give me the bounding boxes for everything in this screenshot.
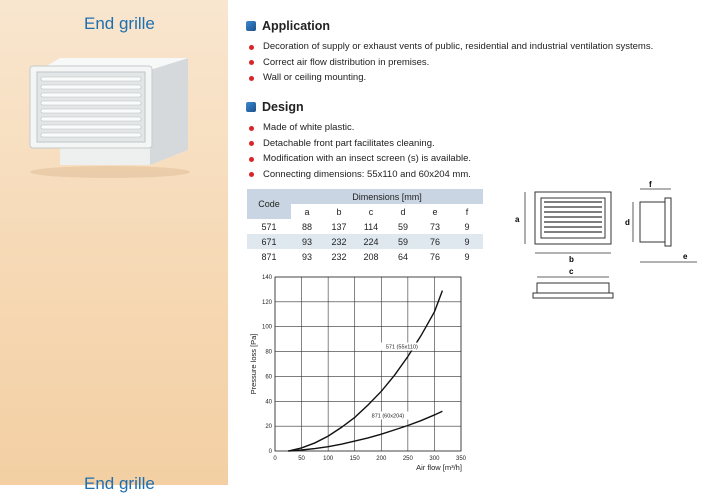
list-item: Made of white plastic.	[246, 120, 471, 136]
dim-label-f: f	[649, 180, 652, 189]
column-header: f	[451, 204, 483, 219]
table-cell: 76	[419, 249, 451, 264]
y-tick-label: 20	[265, 424, 272, 431]
list-item: Detachable front part facilitates cleaning.	[246, 136, 471, 152]
dim-label-e: e	[683, 252, 688, 261]
design-list	[246, 120, 471, 182]
pressure-loss-chart	[244, 270, 479, 485]
table-cell: 59	[387, 234, 419, 249]
design-heading-text: Design	[262, 100, 304, 114]
dim-label-d: d	[625, 218, 630, 227]
louver-slat	[41, 117, 141, 121]
louver-slat	[41, 101, 141, 105]
chart-svg	[244, 270, 479, 480]
table-cell-code: 871	[247, 249, 291, 264]
table-cell: 59	[387, 219, 419, 234]
table-cell: 88	[291, 219, 323, 234]
x-tick-label: 300	[429, 456, 440, 462]
dim-label-b: b	[569, 255, 574, 264]
list-item: Connecting dimensions: 55x110 and 60x204 mm.	[246, 167, 471, 183]
y-axis-label: Pressure loss [Pa]	[249, 333, 258, 395]
column-header: e	[419, 204, 451, 219]
table-cell-code: 571	[247, 219, 291, 234]
column-header: a	[291, 204, 323, 219]
table-cell: 76	[419, 234, 451, 249]
page-title: End grille	[84, 14, 155, 33]
section-marker-icon	[246, 21, 256, 31]
table-cell: 137	[323, 219, 355, 234]
table-cell: 232	[323, 249, 355, 264]
x-tick-label: 0	[273, 456, 277, 462]
code-header: Code	[247, 189, 291, 219]
y-tick-label: 140	[261, 275, 272, 281]
y-tick-label: 40	[265, 399, 272, 406]
louver-slat	[41, 93, 141, 97]
section-marker-icon	[246, 102, 256, 112]
y-tick-label: 0	[268, 449, 272, 455]
series-label: 571 (55x110)	[385, 344, 418, 351]
list-item: Decoration of supply or exhaust vents of public, residential and industrial ventilation systems.	[246, 39, 653, 55]
table-row	[247, 249, 483, 264]
table-cell: 93	[291, 249, 323, 264]
table-row	[247, 234, 483, 249]
column-header: d	[387, 204, 419, 219]
table-cell: 9	[451, 249, 483, 264]
dim-label-a: a	[515, 215, 520, 224]
table-cell-code: 671	[247, 234, 291, 249]
louver-slat	[41, 125, 141, 129]
table-cell: 224	[355, 234, 387, 249]
dim-label-c: c	[569, 267, 574, 276]
table-cell: 114	[355, 219, 387, 234]
list-item: Wall or ceiling mounting.	[246, 70, 653, 86]
x-axis-label: Air flow [m³/h]	[416, 463, 462, 472]
x-tick-label: 350	[455, 456, 467, 462]
table-cell: 9	[451, 234, 483, 249]
table-cell: 93	[291, 234, 323, 249]
x-tick-label: 100	[323, 456, 334, 462]
design-heading	[246, 100, 304, 114]
application-heading	[246, 19, 330, 33]
y-tick-label: 60	[265, 374, 272, 381]
y-tick-label: 120	[261, 299, 272, 306]
dimension-drawing	[515, 178, 717, 303]
application-list	[246, 39, 653, 86]
table-cell: 9	[451, 219, 483, 234]
x-tick-label: 50	[298, 456, 305, 462]
louver-slat	[41, 85, 141, 89]
x-tick-label: 250	[402, 456, 413, 462]
plot-area	[275, 277, 461, 451]
table-cell: 208	[355, 249, 387, 264]
column-header: c	[355, 204, 387, 219]
left-panel	[0, 0, 228, 485]
table-cell: 232	[323, 234, 355, 249]
y-tick-label: 100	[261, 324, 272, 331]
louver-slat	[41, 109, 141, 113]
dimensions-table	[247, 189, 483, 264]
x-tick-label: 200	[376, 456, 387, 462]
x-tick-label: 150	[349, 456, 360, 462]
louver-slat	[41, 77, 141, 81]
table-row	[247, 219, 483, 234]
series-label: 871 (60x204)	[371, 413, 405, 420]
table-cell: 73	[419, 219, 451, 234]
y-tick-label: 80	[265, 349, 272, 356]
next-page-title: End grille	[84, 474, 155, 493]
louver-slat	[41, 133, 141, 137]
list-item: Modification with an insect screen (s) is available.	[246, 151, 471, 167]
technical-drawing	[515, 178, 717, 308]
product-photo	[0, 0, 228, 485]
column-header: b	[323, 204, 355, 219]
list-item: Correct air flow distribution in premises.	[246, 55, 653, 71]
table-cell: 64	[387, 249, 419, 264]
application-heading-text: Application	[262, 19, 331, 33]
dimensions-header: Dimensions [mm]	[291, 189, 483, 204]
